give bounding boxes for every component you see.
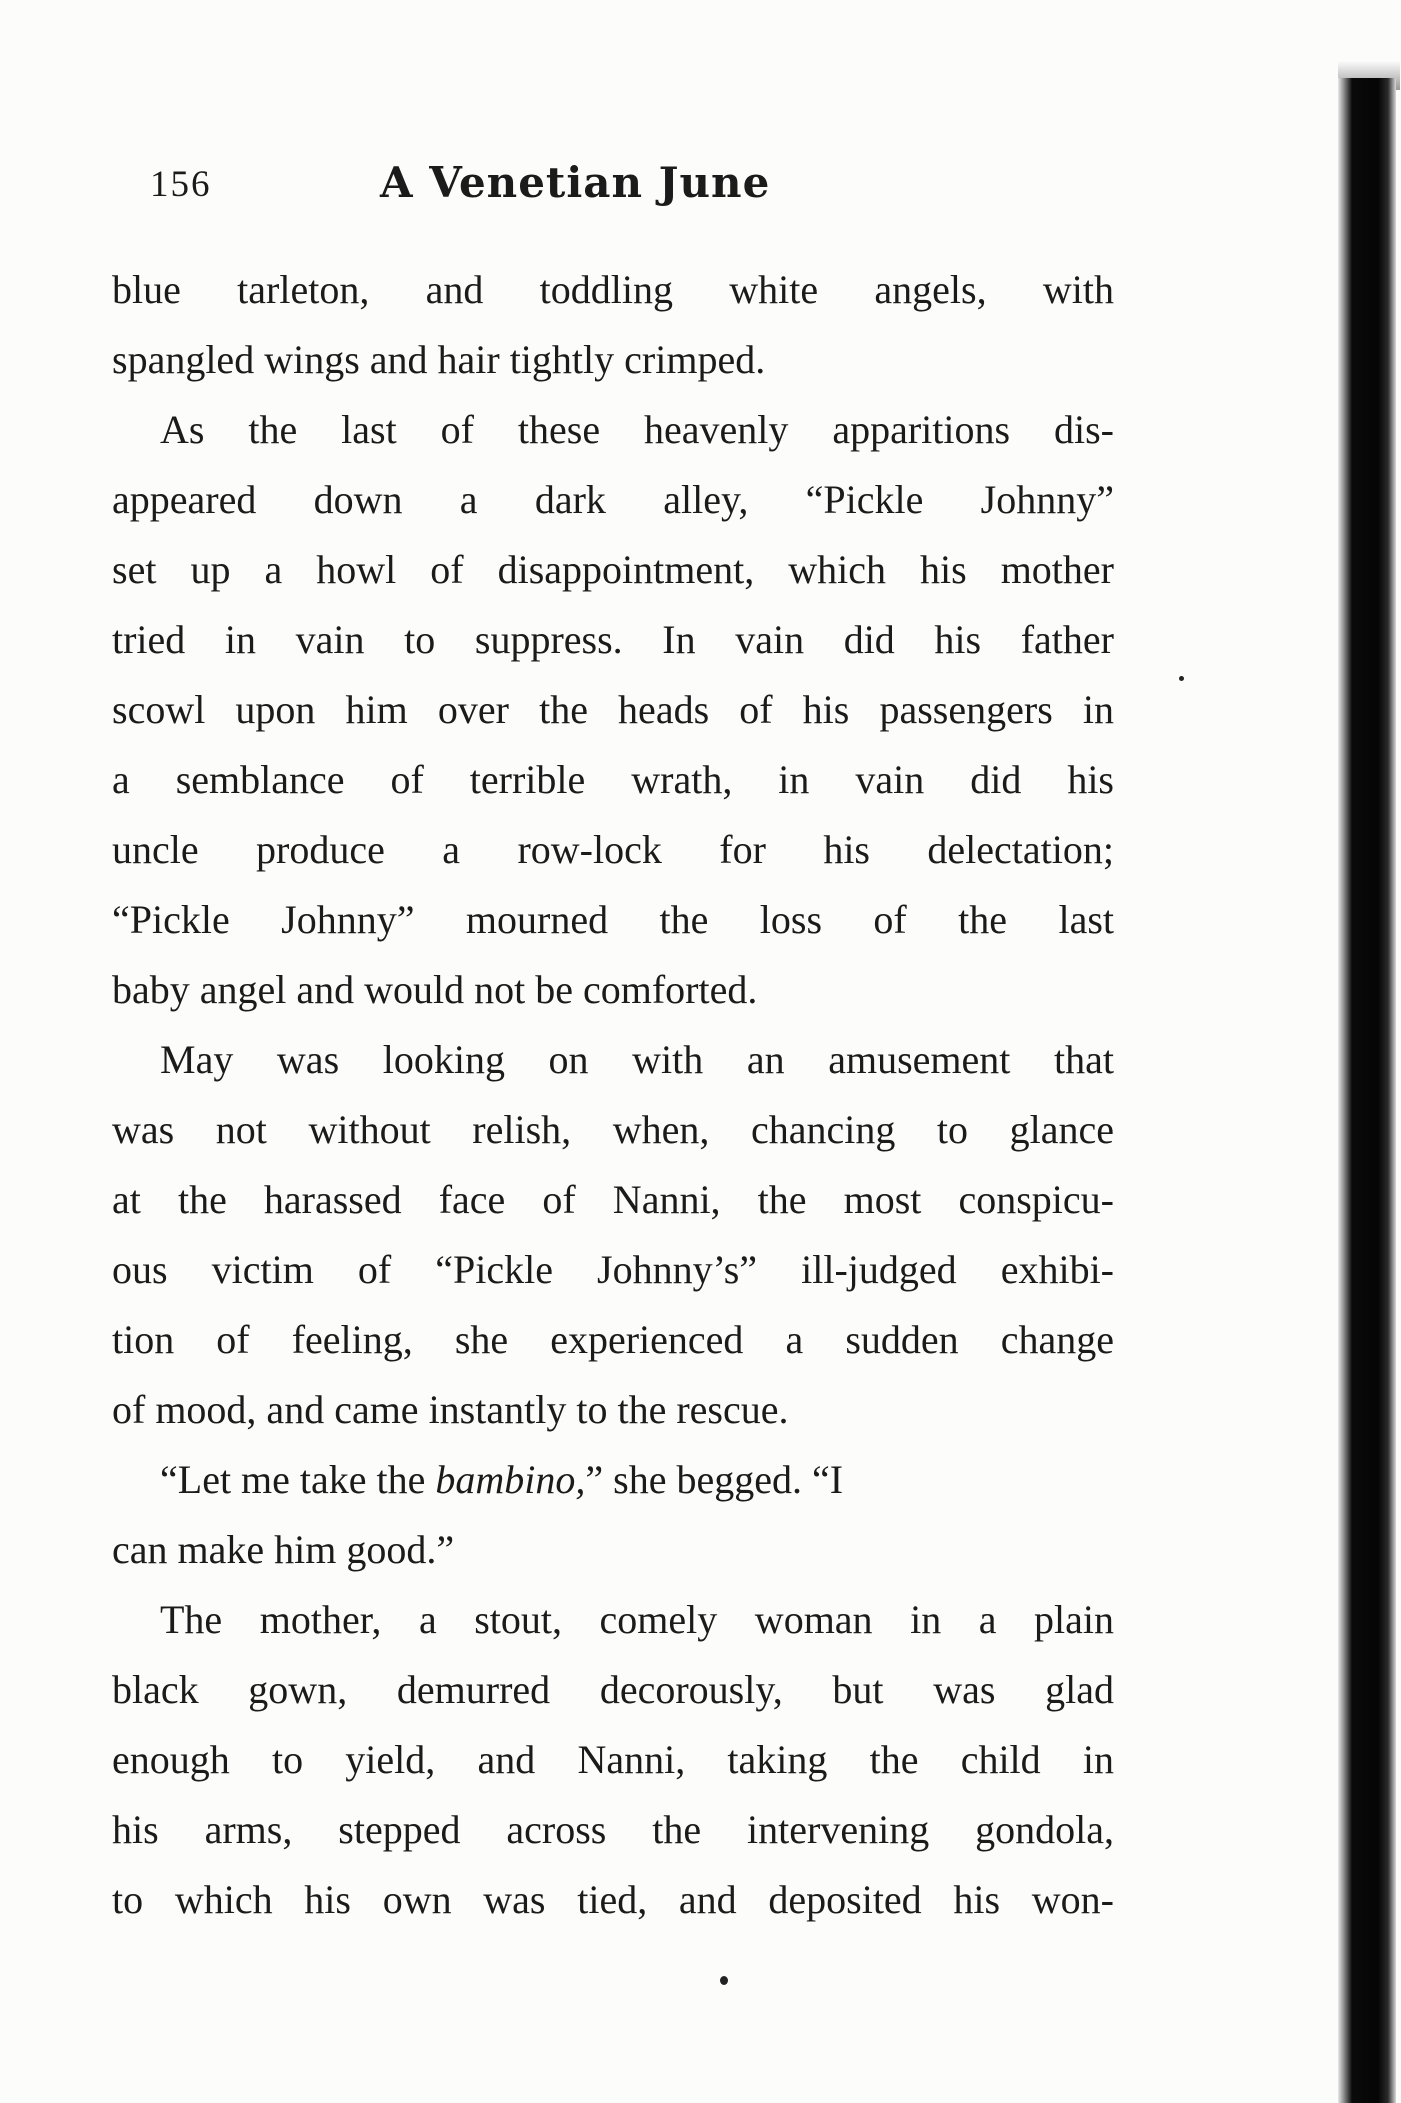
text-line: was not without relish, when, chancing to glance — [112, 1107, 1114, 1152]
text-line: his arms, stepped across the intervening gondola, — [112, 1807, 1114, 1852]
text-line: of mood, and came instantly to the rescue. — [112, 1387, 789, 1432]
text-line: a semblance of terrible wrath, in vain did his — [112, 757, 1114, 802]
ink-speck — [1179, 676, 1184, 681]
text-line: “Pickle Johnny” mourned the loss of the last — [112, 897, 1114, 942]
text-line: spangled wings and hair tightly crimped. — [112, 337, 766, 382]
running-title: A Venetian June — [380, 158, 771, 207]
text-line: The mother, a stout, comely woman in a plain — [160, 1597, 1114, 1642]
text-line: appeared down a dark alley, “Pickle Johnny” — [112, 477, 1114, 522]
page-edge-shadow — [1338, 78, 1396, 2103]
text-line: blue tarleton, and toddling white angels, with — [112, 267, 1114, 312]
text-line: scowl upon him over the heads of his passengers in — [112, 687, 1114, 732]
text-line: May was looking on with an amusement that — [160, 1037, 1114, 1082]
text-line: enough to yield, and Nanni, taking the child in — [112, 1737, 1114, 1782]
ink-speck — [720, 1976, 728, 1985]
text-line: tion of feeling, she experienced a sudden change — [112, 1317, 1114, 1362]
text-span: “Let me take the — [160, 1457, 436, 1502]
text-line: As the last of these heavenly apparitions dis- — [160, 407, 1114, 452]
text-line: at the harassed face of Nanni, the most conspicu- — [112, 1177, 1114, 1222]
text-line: ous victim of “Pickle Johnny’s” ill-judged exhibi- — [112, 1247, 1114, 1292]
page-number: 156 — [150, 164, 212, 205]
italic-word: bambino, — [435, 1457, 586, 1502]
text-line: can make him good.” — [112, 1527, 455, 1572]
text-line: tried in vain to suppress. In vain did his father — [112, 617, 1114, 662]
text-line — [112, 1445, 1114, 1515]
text-line: to which his own was tied, and deposited his won- — [112, 1877, 1114, 1922]
text-line: set up a howl of disappointment, which his mother — [112, 547, 1114, 592]
text-line: baby angel and would not be comforted. — [112, 967, 758, 1012]
body-text — [112, 255, 1114, 1935]
text-line: uncle produce a row-lock for his delectation; — [112, 827, 1114, 872]
text-line: black gown, demurred decorously, but was glad — [112, 1667, 1114, 1712]
text-span: ” she begged. “I — [585, 1457, 844, 1502]
